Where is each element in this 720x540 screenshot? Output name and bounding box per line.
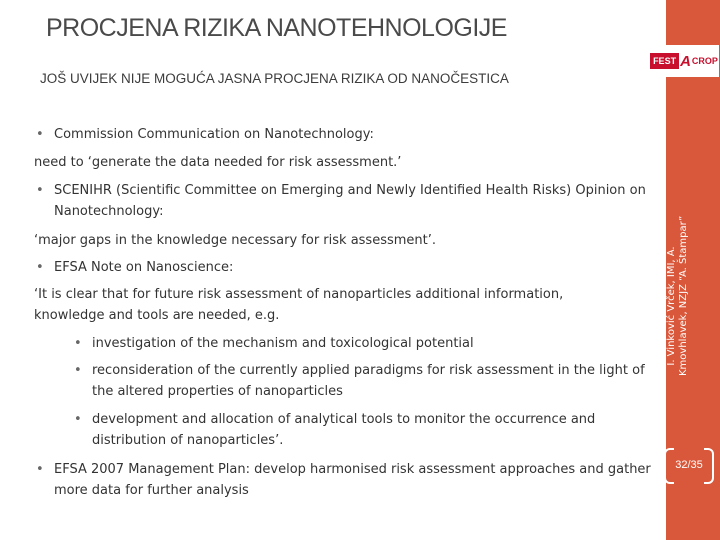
bullet-efsa-plan: • EFSA 2007 Management Plan: develop harmonised risk assessment approaches and gather more data for further analysis bbox=[34, 459, 654, 501]
page-number: 32/35 bbox=[661, 444, 717, 486]
bullet-commission: • Commission Communication on Nanotechnology: bbox=[34, 124, 654, 145]
author-credit-line1: I. Vinković Vrček, IMI, A. bbox=[666, 246, 677, 366]
author-credit bbox=[666, 215, 690, 376]
sub-bullet-mechanism: • investigation of the mechanism and toxicological potential bbox=[72, 333, 662, 354]
logo-mark: A bbox=[680, 52, 691, 70]
bullet-efsa-note: • EFSA Note on Nanoscience: bbox=[34, 257, 654, 278]
quote-commission: need to ‘generate the data needed for risk assessment.’ bbox=[34, 155, 402, 170]
slide-subtitle: JOŠ UVIJEK NIJE MOGUĆA JASNA PROCJENA RIZIKA OD NANOČESTICA bbox=[40, 71, 509, 86]
quote-efsa: ‘It is clear that for future risk assessment of nanoparticles additional information, knowledge and tools are needed, e.g. bbox=[34, 287, 564, 323]
logo-left-text: FEST bbox=[650, 53, 679, 69]
sub-bullet-tools: • development and allocation of analytical tools to monitor the occurrence and distribution of nanoparticles’. bbox=[72, 409, 662, 451]
logo-right-text: CROP bbox=[691, 56, 718, 66]
slide-title: PROCJENA RIZIKA NANOTEHNOLOGIJE bbox=[46, 14, 507, 42]
sub-bullet-paradigms: • reconsideration of the currently applied paradigms for risk assessment in the light of the altered properties of nanoparticles bbox=[72, 360, 662, 402]
fest-a-crop-logo bbox=[649, 45, 719, 77]
bullet-scenihr: • SCENIHR (Scientific Committee on Emerging and Newly Identified Health Risks) Opinion on Nanotechnology: bbox=[34, 180, 654, 222]
author-credit-line2: Kmovhlavek, NZJZ “A. Štampar” bbox=[678, 215, 689, 376]
quote-scenihr: ‘major gaps in the knowledge necessary for risk assessment’. bbox=[34, 233, 437, 248]
